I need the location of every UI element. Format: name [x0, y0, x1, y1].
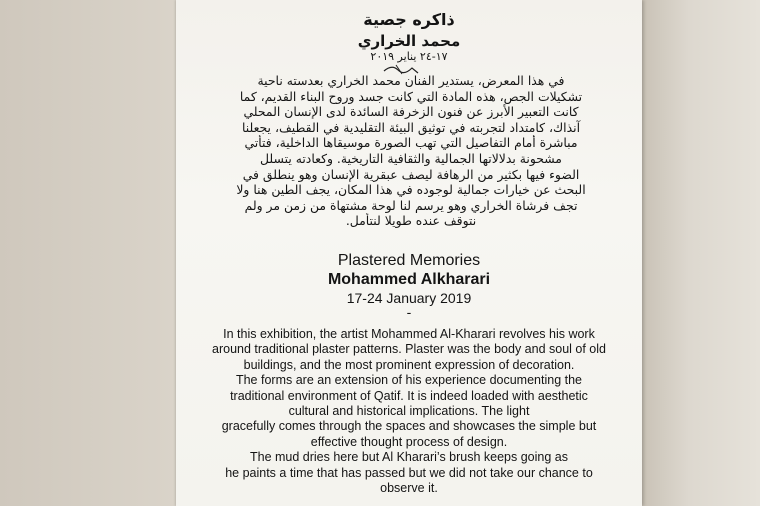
arabic-line: كانت التعبير الأبرز عن فنون الزخرفة السائدة لدى الإنسان المحلي — [243, 104, 579, 120]
english-artist-name: Mohammed Alkharari — [327, 271, 491, 288]
arabic-line: مباشرة أمام التفاصيل التي تهب الصورة موسيقاها الداخلية، فتأتي — [244, 135, 578, 151]
arabic-line: البحث عن خيارات جمالية لوجوده في هذا المكان، يجف الطين هنا ولا — [236, 182, 586, 198]
english-line: buildings, and the most prominent expression of decoration. — [243, 357, 575, 372]
arabic-title: ذاكره جصية — [363, 10, 455, 29]
arabic-line: نتوقف عنده طويلا لنتأمل. — [345, 213, 477, 229]
arabic-line: مشحونة بدلالاتها الجمالية والثقافية التاريخية. وكعادته يتسلل — [260, 150, 562, 166]
english-line: gracefully comes through the spaces and showcases the simple but — [221, 419, 597, 434]
arabic-line: الضوء فيها بكثير من الرهافة ليصف عبقرية الإنسان وهو ينطلق في — [242, 166, 580, 182]
exhibition-text-panel — [176, 0, 642, 506]
english-dates: 17-24 January 2019 — [346, 290, 472, 306]
english-line: cultural and historical implications. The light — [288, 404, 530, 419]
arabic-description — [206, 73, 616, 229]
english-line: traditional environment of Qatif. It is indeed loaded with aesthetic — [230, 388, 588, 403]
english-line: observe it. — [380, 481, 438, 496]
separator: - — [406, 304, 412, 320]
arabic-dates: ١٧-٢٤ يناير ٢٠١٩ — [370, 50, 448, 63]
gallery-wall — [642, 0, 760, 506]
english-line: effective thought process of design. — [310, 434, 508, 449]
english-description — [176, 327, 642, 496]
arabic-line: تجف فرشاة الخراري وهو يرسم لنا لوحة مشتهاة من زمن مر ولم — [244, 197, 578, 213]
arabic-line: آنذاك، كامتداد لتجربته في توثيق البيئة التقليدية في القطيف، يجعلنا — [241, 119, 581, 135]
english-line: around traditional plaster patterns. Plaster was the body and soul of old — [212, 342, 606, 357]
english-line: he paints a time that has passed but we did not take our chance to — [225, 465, 593, 480]
english-line: In this exhibition, the artist Mohammed Al-Kharari revolves his work — [223, 327, 595, 341]
arabic-line: تشكيلات الجص، هذه المادة التي كانت جسد وروح البناء القديم، كما — [239, 88, 583, 104]
english-line: The forms are an extension of his experience documenting the — [235, 373, 583, 388]
arabic-line: في هذا المعرض، يستدير الفنان محمد الخراري بعدسته ناحية — [257, 73, 565, 88]
english-title: Plastered Memories — [337, 252, 481, 269]
arabic-artist-name: محمد الخراري — [357, 32, 461, 50]
english-line: The mud dries here but Al Kharari’s brush keeps going as — [249, 450, 568, 465]
